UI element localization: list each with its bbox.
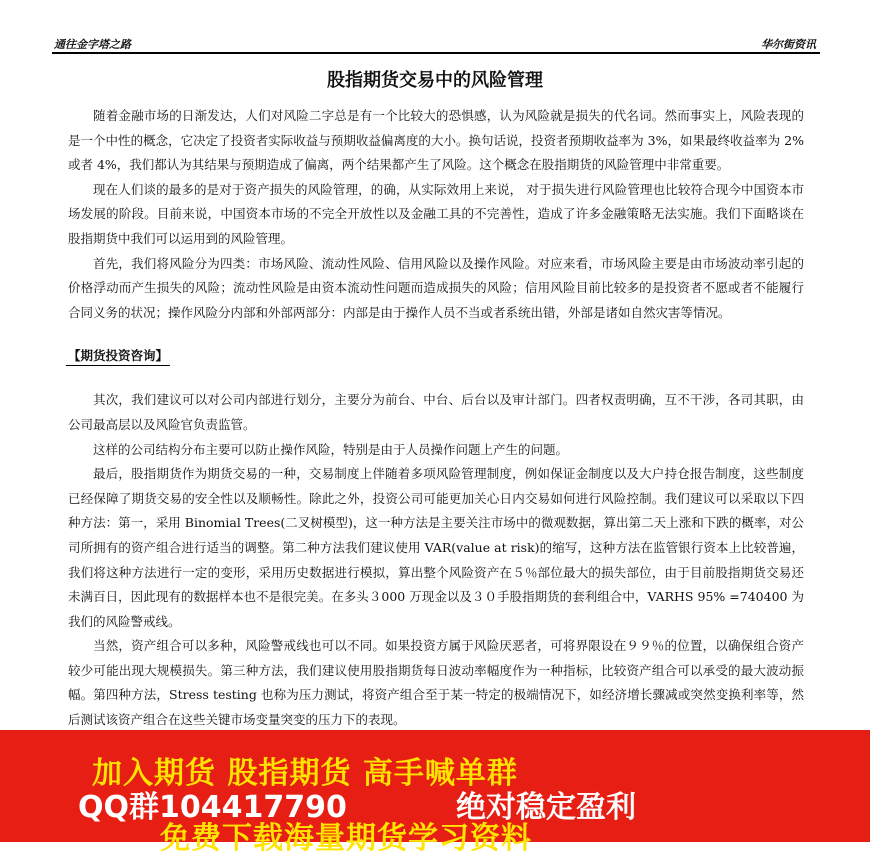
document-body [68,104,804,733]
paragraph-operational-risk: 这样的公司结构分布主要可以防止操作风险，特别是由于人员操作问题上产生的问题。 [93,441,569,457]
paragraph-asset-loss: 现在人们谈的最多的是对于资产损失的风险管理，的确，从实际效用上来说， 对于损失进行风险管理也比较符合现今中国资本市场发展的阶段。目前来说，中国资本市场的不完全开放性以及金融工具的不完善性，造成了许多金融策略无法实施。我们下面略谈在股指期货中我们可以运用到的风险管理。 [68,181,804,246]
page-header [52,34,820,54]
section-heading[interactable]: 【期货投资咨询】 [66,347,170,366]
banner-slogan: 绝对稳定盈利 [456,790,636,825]
paragraph-methods: 最后，股指期货作为期货交易的一种，交易制度上伴随着多项风险管理制度，例如保证金制度以及大户持仓报告制度，这些制度已经保障了期货交易的安全性以及顺畅性。除此之外，投资公司可能更加关心日内交易如何进行风险控制。我们建议可以采取以下四种方法：第一，采用 Binomial Trees(二叉树模型)，这一种方法是主要关注市场中的微观数据，算出第二天上涨和下跌的概率，对公司所拥有的资产组合进行适当的调整。第二种方法我们建议使用 VAR(value at risk)的缩写，这种方法在监管银行资本上比较普遍，我们将这种方法进行一定的变形，采用历史数据进行模拟，算出整个风险资产在５％部位最大的损失部位，由于目前股指期货交易还未满百日，因此现有的数据样本也不是很完美。在多头３000 万现金以及３０手股指期货的套利组合中，VARHS 95% =740400 为我们的风险警戒线。 [68,466,804,629]
banner-line-1: 加入期货 股指期货 高手喊单群 [92,756,518,791]
paragraph-portfolio: 当然，资产组合可以多种，风险警戒线也可以不同。如果投资方属于风险厌恶者，可将界限设在９９％的位置，以确保组合资产较少可能出现大规模损失。第三种方法，我们建议使用股指期货每日波动率幅度作为一种指标，比较资产组合可以承受的最大波动振幅。第四种方法，Stress testing 也称为压力测试，将资产组合至于某一特定的极端情况下，如经济增长骤减或突然变换利率等，然后测试该资产组合在这些关键市场变量突变的压力下的表现。 [68,638,804,728]
ad-banner[interactable] [0,730,870,856]
header-left-text: 通往金字塔之路 [54,38,131,51]
header-right-text: 华尔街资讯 [761,38,816,51]
document-title: 股指期货交易中的风险管理 [327,70,543,91]
banner-line-3: 免费下载海量期货学习资料 [160,821,532,856]
paragraph-intro: 随着金融市场的日渐发达，人们对风险二字总是有一个比较大的恐惧感，认为风险就是损失的代名词。然而事实上，风险表现的是一个中性的概念，它决定了投资者实际收益与预期收益偏离度的大小。换句话说，投资者预期收益率为 3%，如果最终收益率为 2%或者 4%，我们都认为其结果与预期造成了偏离，两个结果都产生了风险。这个概念在股指期货的风险管理中非常重要。 [68,108,804,173]
banner-qq-group: QQ群104417790 [78,790,347,825]
paragraph-risk-types: 首先，我们将风险分为四类：市场风险、流动性风险、信用风险以及操作风险。对应来看，市场风险主要是由市场波动率引起的价格浮动而产生损失的风险；流动性风险是由资本流动性问题而造成损失的风险；信用风险目前比较多的是投资者不愿或者不能履行合同义务的状况；操作风险分内部和外部两部分：内部是由于操作人员不当或者系统出错，外部是诸如自然灾害等情况。 [68,255,804,320]
paragraph-company-structure: 其次，我们建议可以对公司内部进行划分，主要分为前台、中台、后台以及审计部门。四者权责明确，互不干涉，各司其职，由公司最高层以及风险官负责监管。 [68,392,804,432]
